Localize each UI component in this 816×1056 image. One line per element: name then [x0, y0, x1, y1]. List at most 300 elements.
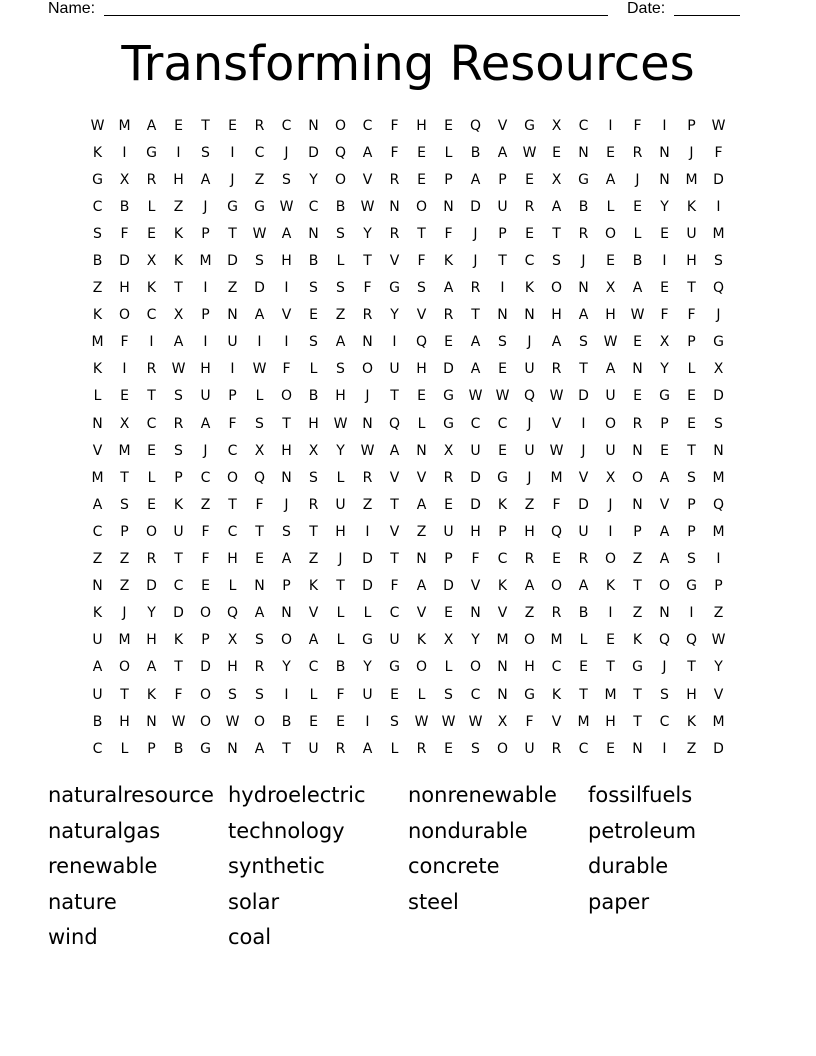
grid-letter[interactable]: N — [632, 740, 643, 757]
grid-letter[interactable]: D — [470, 469, 481, 486]
grid-letter[interactable]: O — [145, 523, 158, 540]
grid-letter[interactable]: Q — [712, 280, 725, 297]
grid-letter[interactable]: H — [227, 659, 238, 676]
grid-letter[interactable]: E — [606, 253, 615, 270]
grid-letter[interactable]: F — [363, 280, 372, 297]
grid-letter[interactable]: J — [527, 469, 532, 486]
grid-letter[interactable]: I — [203, 334, 208, 351]
grid-letter[interactable]: J — [635, 171, 640, 188]
grid-letter[interactable]: R — [146, 551, 157, 568]
grid-letter[interactable]: S — [336, 225, 345, 242]
grid-letter[interactable]: A — [389, 442, 400, 459]
grid-letter[interactable]: A — [254, 605, 265, 622]
grid-letter[interactable]: R — [551, 361, 562, 378]
grid-letter[interactable]: T — [390, 551, 399, 568]
grid-letter[interactable]: K — [443, 253, 454, 270]
grid-letter[interactable]: A — [362, 740, 373, 757]
grid-letter[interactable]: B — [632, 253, 643, 270]
grid-letter[interactable]: O — [415, 659, 428, 676]
grid-letter[interactable]: I — [122, 361, 127, 378]
grid-letter[interactable]: J — [527, 415, 532, 432]
grid-letter[interactable]: A — [92, 496, 103, 513]
grid-letter[interactable]: K — [173, 253, 184, 270]
grid-letter[interactable]: F — [687, 307, 696, 324]
grid-letter[interactable]: F — [336, 686, 345, 703]
grid-letter[interactable]: U — [470, 442, 481, 459]
grid-letter[interactable]: T — [201, 117, 210, 134]
grid-letter[interactable]: S — [390, 713, 399, 730]
grid-letter[interactable]: D — [362, 551, 373, 568]
grid-letter[interactable]: K — [497, 578, 508, 595]
grid-letter[interactable]: P — [687, 496, 696, 513]
grid-letter[interactable]: T — [255, 523, 264, 540]
grid-letter[interactable]: O — [550, 578, 563, 595]
grid-letter[interactable]: O — [280, 632, 293, 649]
name-blank-line[interactable] — [104, 15, 608, 16]
grid-letter[interactable]: C — [92, 740, 103, 757]
grid-letter[interactable]: A — [497, 144, 508, 161]
grid-letter[interactable]: N — [497, 686, 508, 703]
grid-letter[interactable]: V — [389, 253, 400, 270]
grid-letter[interactable]: A — [470, 361, 481, 378]
grid-letter[interactable]: L — [633, 225, 642, 242]
grid-letter[interactable]: G — [713, 334, 724, 351]
grid-letter[interactable]: K — [551, 686, 562, 703]
grid-letter[interactable]: V — [416, 307, 427, 324]
grid-letter[interactable]: N — [659, 605, 670, 622]
grid-letter[interactable]: M — [712, 225, 725, 242]
grid-letter[interactable]: D — [443, 578, 454, 595]
grid-letter[interactable]: X — [119, 171, 130, 188]
grid-letter[interactable]: G — [632, 659, 643, 676]
grid-letter[interactable]: U — [173, 523, 184, 540]
grid-letter[interactable]: L — [255, 388, 264, 405]
grid-letter[interactable]: A — [281, 551, 292, 568]
grid-letter[interactable]: U — [524, 361, 535, 378]
grid-letter[interactable]: C — [551, 659, 562, 676]
grid-letter[interactable]: I — [608, 117, 613, 134]
grid-letter[interactable]: O — [118, 307, 131, 324]
grid-letter[interactable]: J — [581, 253, 586, 270]
grid-letter[interactable]: U — [686, 225, 697, 242]
grid-letter[interactable]: T — [147, 388, 156, 405]
grid-letter[interactable]: M — [685, 171, 698, 188]
grid-letter[interactable]: D — [713, 740, 724, 757]
grid-letter[interactable]: A — [632, 280, 643, 297]
grid-letter[interactable]: P — [201, 307, 210, 324]
grid-letter[interactable]: A — [551, 334, 562, 351]
grid-letter[interactable]: U — [92, 632, 103, 649]
grid-letter[interactable]: W — [279, 198, 294, 215]
grid-letter[interactable]: E — [336, 713, 345, 730]
grid-letter[interactable]: X — [605, 469, 616, 486]
grid-letter[interactable]: D — [578, 496, 589, 513]
grid-letter[interactable]: N — [92, 578, 103, 595]
grid-letter[interactable]: G — [524, 117, 535, 134]
grid-letter[interactable]: Z — [119, 551, 130, 568]
grid-letter[interactable]: L — [417, 686, 426, 703]
grid-letter[interactable]: R — [146, 171, 157, 188]
grid-letter[interactable]: S — [687, 551, 696, 568]
grid-letter[interactable]: A — [578, 307, 589, 324]
grid-letter[interactable]: K — [308, 578, 319, 595]
grid-letter[interactable]: E — [309, 713, 318, 730]
grid-letter[interactable]: E — [120, 388, 129, 405]
grid-letter[interactable]: S — [444, 686, 453, 703]
grid-letter[interactable]: O — [280, 388, 293, 405]
grid-letter[interactable]: L — [606, 198, 615, 215]
grid-letter[interactable]: E — [444, 740, 453, 757]
grid-letter[interactable]: O — [604, 225, 617, 242]
grid-letter[interactable]: A — [551, 198, 562, 215]
grid-letter[interactable]: H — [416, 117, 427, 134]
grid-letter[interactable]: K — [173, 225, 184, 242]
grid-letter[interactable]: N — [389, 198, 400, 215]
grid-letter[interactable]: P — [201, 225, 210, 242]
grid-letter[interactable]: F — [282, 361, 291, 378]
grid-letter[interactable]: O — [550, 280, 563, 297]
grid-letter[interactable]: J — [473, 253, 478, 270]
grid-letter[interactable]: N — [470, 605, 481, 622]
grid-letter[interactable]: U — [335, 496, 346, 513]
grid-letter[interactable]: K — [146, 686, 157, 703]
grid-letter[interactable]: J — [203, 198, 208, 215]
grid-letter[interactable]: U — [389, 361, 400, 378]
grid-letter[interactable]: R — [389, 171, 400, 188]
grid-letter[interactable]: A — [92, 659, 103, 676]
grid-letter[interactable]: Y — [363, 659, 372, 676]
grid-letter[interactable]: A — [524, 578, 535, 595]
grid-letter[interactable]: C — [146, 415, 157, 432]
grid-letter[interactable]: T — [579, 686, 588, 703]
grid-letter[interactable]: C — [659, 713, 670, 730]
grid-letter[interactable]: X — [254, 442, 265, 459]
grid-letter[interactable]: G — [443, 388, 454, 405]
grid-letter[interactable]: E — [498, 361, 507, 378]
grid-letter[interactable]: E — [606, 144, 615, 161]
grid-letter[interactable]: G — [200, 740, 211, 757]
grid-letter[interactable]: W — [171, 713, 186, 730]
grid-letter[interactable]: E — [147, 225, 156, 242]
grid-letter[interactable]: I — [662, 740, 667, 757]
grid-letter[interactable]: A — [578, 578, 589, 595]
grid-letter[interactable]: J — [365, 388, 370, 405]
grid-letter[interactable]: V — [416, 469, 427, 486]
grid-letter[interactable]: E — [606, 632, 615, 649]
grid-letter[interactable]: G — [146, 144, 157, 161]
grid-letter[interactable]: G — [497, 469, 508, 486]
grid-letter[interactable]: D — [443, 361, 454, 378]
grid-letter[interactable]: R — [551, 740, 562, 757]
grid-letter[interactable]: C — [578, 117, 589, 134]
grid-letter[interactable]: E — [417, 144, 426, 161]
grid-letter[interactable]: Z — [632, 605, 643, 622]
grid-letter[interactable]: U — [497, 198, 508, 215]
grid-letter[interactable]: H — [308, 415, 319, 432]
grid-letter[interactable]: K — [524, 280, 535, 297]
grid-letter[interactable]: C — [497, 415, 508, 432]
grid-letter[interactable]: B — [281, 713, 292, 730]
grid-letter[interactable]: O — [199, 713, 212, 730]
grid-letter[interactable]: J — [608, 496, 613, 513]
grid-letter[interactable]: T — [228, 496, 237, 513]
grid-letter[interactable]: M — [118, 632, 131, 649]
grid-letter[interactable]: H — [335, 388, 346, 405]
grid-letter[interactable]: K — [92, 605, 103, 622]
grid-letter[interactable]: N — [362, 415, 373, 432]
grid-letter[interactable]: O — [523, 632, 536, 649]
grid-letter[interactable]: Z — [524, 496, 535, 513]
grid-letter[interactable]: H — [200, 361, 211, 378]
grid-letter[interactable]: Z — [254, 171, 265, 188]
grid-letter[interactable]: Q — [415, 334, 428, 351]
grid-letter[interactable]: S — [255, 632, 264, 649]
grid-letter[interactable]: T — [390, 388, 399, 405]
grid-letter[interactable]: E — [444, 117, 453, 134]
grid-letter[interactable]: L — [363, 605, 372, 622]
grid-letter[interactable]: U — [578, 523, 589, 540]
grid-letter[interactable]: F — [201, 523, 210, 540]
grid-letter[interactable]: Z — [362, 496, 373, 513]
grid-letter[interactable]: Z — [227, 280, 238, 297]
grid-letter[interactable]: C — [92, 523, 103, 540]
grid-letter[interactable]: V — [713, 686, 724, 703]
grid-letter[interactable]: W — [468, 713, 483, 730]
grid-letter[interactable]: D — [200, 659, 211, 676]
grid-letter[interactable]: V — [470, 578, 481, 595]
grid-letter[interactable]: J — [473, 225, 478, 242]
grid-letter[interactable]: W — [360, 198, 375, 215]
grid-letter[interactable]: E — [660, 442, 669, 459]
grid-letter[interactable]: X — [146, 253, 157, 270]
grid-letter[interactable]: C — [497, 551, 508, 568]
grid-letter[interactable]: I — [122, 144, 127, 161]
grid-letter[interactable]: S — [336, 280, 345, 297]
grid-letter[interactable]: W — [495, 388, 510, 405]
grid-letter[interactable]: B — [470, 144, 481, 161]
grid-letter[interactable]: F — [471, 551, 480, 568]
grid-letter[interactable]: I — [581, 415, 586, 432]
grid-letter[interactable]: U — [308, 740, 319, 757]
grid-letter[interactable]: K — [173, 632, 184, 649]
grid-letter[interactable]: V — [416, 605, 427, 622]
grid-letter[interactable]: I — [608, 523, 613, 540]
grid-letter[interactable]: X — [659, 334, 670, 351]
grid-letter[interactable]: E — [498, 442, 507, 459]
grid-letter[interactable]: U — [524, 442, 535, 459]
grid-letter[interactable]: F — [120, 334, 129, 351]
grid-letter[interactable]: H — [335, 523, 346, 540]
grid-letter[interactable]: H — [524, 659, 535, 676]
grid-letter[interactable]: S — [579, 334, 588, 351]
grid-letter[interactable]: H — [173, 171, 184, 188]
grid-letter[interactable]: P — [498, 171, 507, 188]
grid-letter[interactable]: T — [687, 280, 696, 297]
grid-letter[interactable]: I — [689, 605, 694, 622]
grid-letter[interactable]: M — [118, 117, 131, 134]
grid-letter[interactable]: O — [199, 686, 212, 703]
grid-letter[interactable]: J — [284, 496, 289, 513]
grid-letter[interactable]: I — [284, 280, 289, 297]
grid-letter[interactable]: W — [414, 713, 429, 730]
grid-letter[interactable]: R — [389, 225, 400, 242]
grid-letter[interactable]: F — [255, 496, 264, 513]
grid-letter[interactable]: F — [390, 578, 399, 595]
grid-letter[interactable]: A — [281, 225, 292, 242]
grid-letter[interactable]: E — [660, 280, 669, 297]
grid-letter[interactable]: S — [714, 415, 723, 432]
grid-letter[interactable]: N — [632, 361, 643, 378]
grid-letter[interactable]: M — [550, 632, 563, 649]
grid-letter[interactable]: D — [713, 171, 724, 188]
grid-letter[interactable]: V — [497, 117, 508, 134]
grid-letter[interactable]: A — [416, 578, 427, 595]
grid-letter[interactable]: N — [254, 578, 265, 595]
grid-letter[interactable]: B — [119, 198, 130, 215]
grid-letter[interactable]: T — [174, 280, 183, 297]
grid-letter[interactable]: L — [390, 740, 399, 757]
grid-letter[interactable]: F — [228, 415, 237, 432]
grid-letter[interactable]: T — [174, 551, 183, 568]
grid-letter[interactable]: V — [362, 171, 373, 188]
grid-letter[interactable]: S — [174, 442, 183, 459]
grid-letter[interactable]: Z — [119, 578, 130, 595]
grid-letter[interactable]: W — [630, 307, 645, 324]
grid-letter[interactable]: N — [524, 307, 535, 324]
grid-letter[interactable]: Y — [147, 605, 156, 622]
grid-letter[interactable]: C — [362, 117, 373, 134]
grid-letter[interactable]: X — [308, 442, 319, 459]
grid-letter[interactable]: A — [659, 469, 670, 486]
grid-letter[interactable]: M — [712, 713, 725, 730]
grid-letter[interactable]: F — [390, 117, 399, 134]
grid-letter[interactable]: C — [470, 415, 481, 432]
grid-letter[interactable]: A — [605, 171, 616, 188]
grid-letter[interactable]: T — [633, 578, 642, 595]
grid-letter[interactable]: V — [92, 442, 103, 459]
grid-letter[interactable]: O — [469, 659, 482, 676]
grid-letter[interactable]: O — [199, 605, 212, 622]
grid-letter[interactable]: H — [416, 361, 427, 378]
grid-letter[interactable]: I — [716, 198, 721, 215]
grid-letter[interactable]: A — [308, 632, 319, 649]
grid-letter[interactable]: I — [284, 686, 289, 703]
grid-letter[interactable]: A — [173, 334, 184, 351]
grid-letter[interactable]: T — [282, 415, 291, 432]
grid-letter[interactable]: S — [255, 686, 264, 703]
grid-letter[interactable]: I — [392, 334, 397, 351]
grid-letter[interactable]: C — [524, 253, 535, 270]
grid-letter[interactable]: R — [362, 307, 373, 324]
grid-letter[interactable]: U — [200, 388, 211, 405]
grid-letter[interactable]: W — [711, 632, 726, 649]
grid-letter[interactable]: E — [228, 117, 237, 134]
grid-letter[interactable]: Z — [632, 551, 643, 568]
grid-letter[interactable]: E — [552, 144, 561, 161]
grid-letter[interactable]: T — [282, 740, 291, 757]
grid-letter[interactable]: D — [470, 198, 481, 215]
grid-letter[interactable]: D — [713, 388, 724, 405]
grid-letter[interactable]: B — [308, 253, 319, 270]
grid-letter[interactable]: N — [146, 713, 157, 730]
grid-letter[interactable]: E — [309, 307, 318, 324]
grid-letter[interactable]: T — [633, 713, 642, 730]
grid-letter[interactable]: M — [199, 253, 212, 270]
grid-letter[interactable]: R — [524, 551, 535, 568]
grid-letter[interactable]: P — [174, 469, 183, 486]
grid-letter[interactable]: G — [254, 198, 265, 215]
grid-letter[interactable]: G — [524, 686, 535, 703]
grid-letter[interactable]: E — [444, 605, 453, 622]
grid-letter[interactable]: T — [498, 253, 507, 270]
grid-letter[interactable]: L — [309, 686, 318, 703]
grid-letter[interactable]: G — [659, 388, 670, 405]
grid-letter[interactable]: P — [444, 171, 453, 188]
grid-letter[interactable]: R — [632, 415, 643, 432]
grid-letter[interactable]: D — [362, 578, 373, 595]
grid-letter[interactable]: S — [120, 496, 129, 513]
grid-letter[interactable]: B — [92, 713, 103, 730]
grid-letter[interactable]: W — [252, 225, 267, 242]
grid-letter[interactable]: S — [660, 686, 669, 703]
grid-letter[interactable]: U — [362, 686, 373, 703]
grid-letter[interactable]: I — [662, 253, 667, 270]
grid-letter[interactable]: O — [361, 361, 374, 378]
grid-letter[interactable]: Q — [334, 144, 347, 161]
grid-letter[interactable]: N — [362, 334, 373, 351]
grid-letter[interactable]: R — [443, 469, 454, 486]
grid-letter[interactable]: Z — [686, 740, 697, 757]
grid-letter[interactable]: R — [578, 551, 589, 568]
grid-letter[interactable]: W — [90, 117, 105, 134]
grid-letter[interactable]: T — [687, 659, 696, 676]
grid-letter[interactable]: W — [333, 415, 348, 432]
grid-letter[interactable]: O — [415, 198, 428, 215]
grid-letter[interactable]: B — [173, 740, 184, 757]
grid-letter[interactable]: K — [146, 280, 157, 297]
grid-letter[interactable]: Y — [390, 307, 399, 324]
grid-letter[interactable]: M — [577, 713, 590, 730]
grid-letter[interactable]: I — [284, 334, 289, 351]
grid-letter[interactable]: K — [92, 144, 103, 161]
grid-letter[interactable]: Q — [226, 605, 239, 622]
grid-letter[interactable]: H — [281, 442, 292, 459]
grid-letter[interactable]: V — [281, 307, 292, 324]
grid-letter[interactable]: L — [336, 469, 345, 486]
grid-letter[interactable]: O — [496, 740, 509, 757]
grid-letter[interactable]: W — [549, 442, 564, 459]
grid-letter[interactable]: N — [497, 307, 508, 324]
grid-letter[interactable]: F — [444, 225, 453, 242]
grid-letter[interactable]: S — [309, 469, 318, 486]
grid-letter[interactable]: G — [362, 632, 373, 649]
grid-letter[interactable]: A — [443, 280, 454, 297]
grid-letter[interactable]: N — [632, 496, 643, 513]
grid-letter[interactable]: F — [552, 496, 561, 513]
grid-letter[interactable]: J — [203, 442, 208, 459]
grid-letter[interactable]: A — [659, 523, 670, 540]
grid-letter[interactable]: E — [174, 117, 183, 134]
grid-letter[interactable]: C — [281, 117, 292, 134]
grid-letter[interactable]: O — [604, 551, 617, 568]
grid-letter[interactable]: H — [524, 523, 535, 540]
grid-letter[interactable]: I — [500, 280, 505, 297]
grid-letter[interactable]: H — [551, 307, 562, 324]
grid-letter[interactable]: A — [470, 171, 481, 188]
grid-letter[interactable]: R — [254, 659, 265, 676]
grid-letter[interactable]: K — [605, 578, 616, 595]
grid-letter[interactable]: W — [171, 361, 186, 378]
